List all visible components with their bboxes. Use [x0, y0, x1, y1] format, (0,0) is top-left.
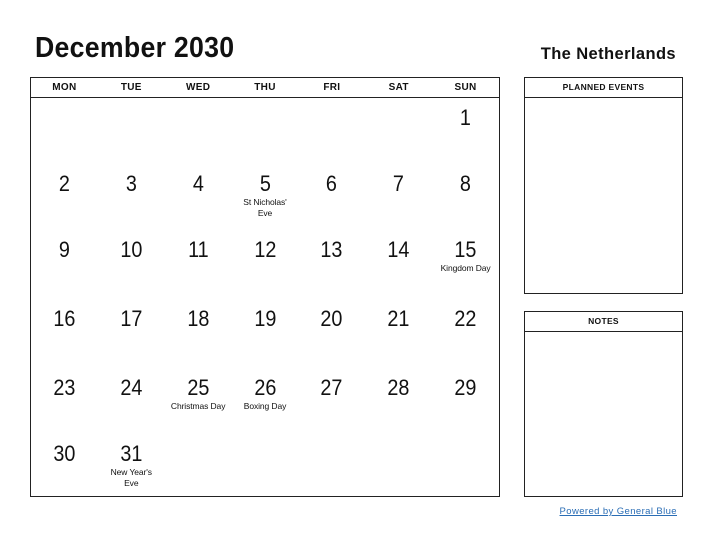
calendar-body [31, 98, 499, 497]
page-title: December 2030 [35, 32, 235, 64]
country-label: The Netherlands [540, 45, 676, 63]
day-number: 9 [58, 237, 70, 262]
day-number: 13 [320, 237, 343, 262]
day-number: 3 [125, 171, 137, 196]
weekday-header [31, 78, 499, 98]
holiday-label: New Year's Eve [110, 467, 152, 488]
day-number: 10 [120, 237, 143, 262]
notes-panel [524, 311, 683, 497]
day-number: 18 [187, 306, 210, 331]
day-number: 6 [326, 171, 338, 196]
day-cell-17 [98, 299, 165, 368]
day-cell-27 [298, 368, 365, 434]
day-cell-empty [165, 434, 232, 497]
day-number: 17 [120, 306, 143, 331]
day-cell-empty [298, 434, 365, 497]
day-cell-empty [365, 434, 432, 497]
day-number: 14 [387, 237, 410, 262]
day-number: 23 [53, 375, 76, 400]
day-cell-22 [432, 299, 499, 368]
holiday-label: Christmas Day [170, 401, 226, 411]
day-cell-20 [298, 299, 365, 368]
day-cell-21 [365, 299, 432, 368]
day-cell-28 [365, 368, 432, 434]
day-number: 22 [454, 306, 477, 331]
weekday-tue: TUE [120, 82, 142, 93]
day-cell-empty [98, 98, 165, 164]
weekday-mon: MON [52, 82, 77, 93]
day-number: 1 [460, 105, 472, 130]
day-cell-31 [98, 434, 165, 497]
day-cell-18 [165, 299, 232, 368]
day-cell-19 [232, 299, 299, 368]
day-cell-12 [232, 230, 299, 299]
day-number: 28 [387, 375, 410, 400]
day-number: 7 [393, 171, 405, 196]
day-cell-26 [232, 368, 299, 434]
day-cell-6 [298, 164, 365, 230]
weekday-sun: SUN [454, 82, 477, 93]
day-cell-5 [232, 164, 299, 230]
planned-events-title: PLANNED EVENTS [525, 78, 682, 98]
notes-title: NOTES [525, 312, 682, 332]
day-cell-8 [432, 164, 499, 230]
day-number: 30 [53, 441, 76, 466]
day-cell-empty [232, 98, 299, 164]
day-cell-9 [31, 230, 98, 299]
day-number: 27 [320, 375, 343, 400]
day-number: 24 [120, 375, 143, 400]
holiday-label: St Nicholas' Eve [243, 197, 287, 218]
weekday-wed: WED [186, 82, 211, 93]
weekday-fri: FRI [323, 82, 341, 93]
day-cell-empty [31, 98, 98, 164]
day-cell-24 [98, 368, 165, 434]
day-number: 20 [320, 306, 343, 331]
day-cell-30 [31, 434, 98, 497]
day-cell-25 [165, 368, 232, 434]
day-number: 5 [259, 171, 271, 196]
day-number: 8 [460, 171, 472, 196]
day-cell-13 [298, 230, 365, 299]
planned-events-panel [524, 77, 683, 294]
day-number: 31 [120, 441, 143, 466]
day-cell-14 [365, 230, 432, 299]
day-cell-empty [432, 434, 499, 497]
weekday-thu: THU [254, 82, 276, 93]
weekday-sat: SAT [388, 82, 409, 93]
day-number: 21 [387, 306, 410, 331]
day-number: 16 [53, 306, 76, 331]
day-cell-10 [98, 230, 165, 299]
day-cell-2 [31, 164, 98, 230]
day-cell-empty [165, 98, 232, 164]
day-number: 29 [454, 375, 477, 400]
day-cell-3 [98, 164, 165, 230]
powered-by-link[interactable]: Powered by General Blue [559, 506, 677, 517]
calendar-grid [30, 77, 500, 497]
day-cell-4 [165, 164, 232, 230]
day-number: 19 [253, 306, 277, 331]
day-cell-empty [365, 98, 432, 164]
day-number: 25 [187, 375, 210, 400]
day-cell-7 [365, 164, 432, 230]
holiday-label: Boxing Day [243, 401, 287, 411]
day-number: 15 [454, 237, 477, 262]
day-number: 12 [253, 237, 277, 262]
day-number: 2 [58, 171, 70, 196]
day-number: 26 [253, 375, 277, 400]
day-cell-empty [232, 434, 299, 497]
day-cell-11 [165, 230, 232, 299]
day-cell-23 [31, 368, 98, 434]
day-cell-16 [31, 299, 98, 368]
day-number: 4 [192, 171, 204, 196]
day-cell-1 [432, 98, 499, 164]
day-cell-empty [298, 98, 365, 164]
day-cell-15 [432, 230, 499, 299]
day-number: 11 [187, 237, 209, 262]
day-cell-29 [432, 368, 499, 434]
holiday-label: Kingdom Day [440, 263, 491, 273]
